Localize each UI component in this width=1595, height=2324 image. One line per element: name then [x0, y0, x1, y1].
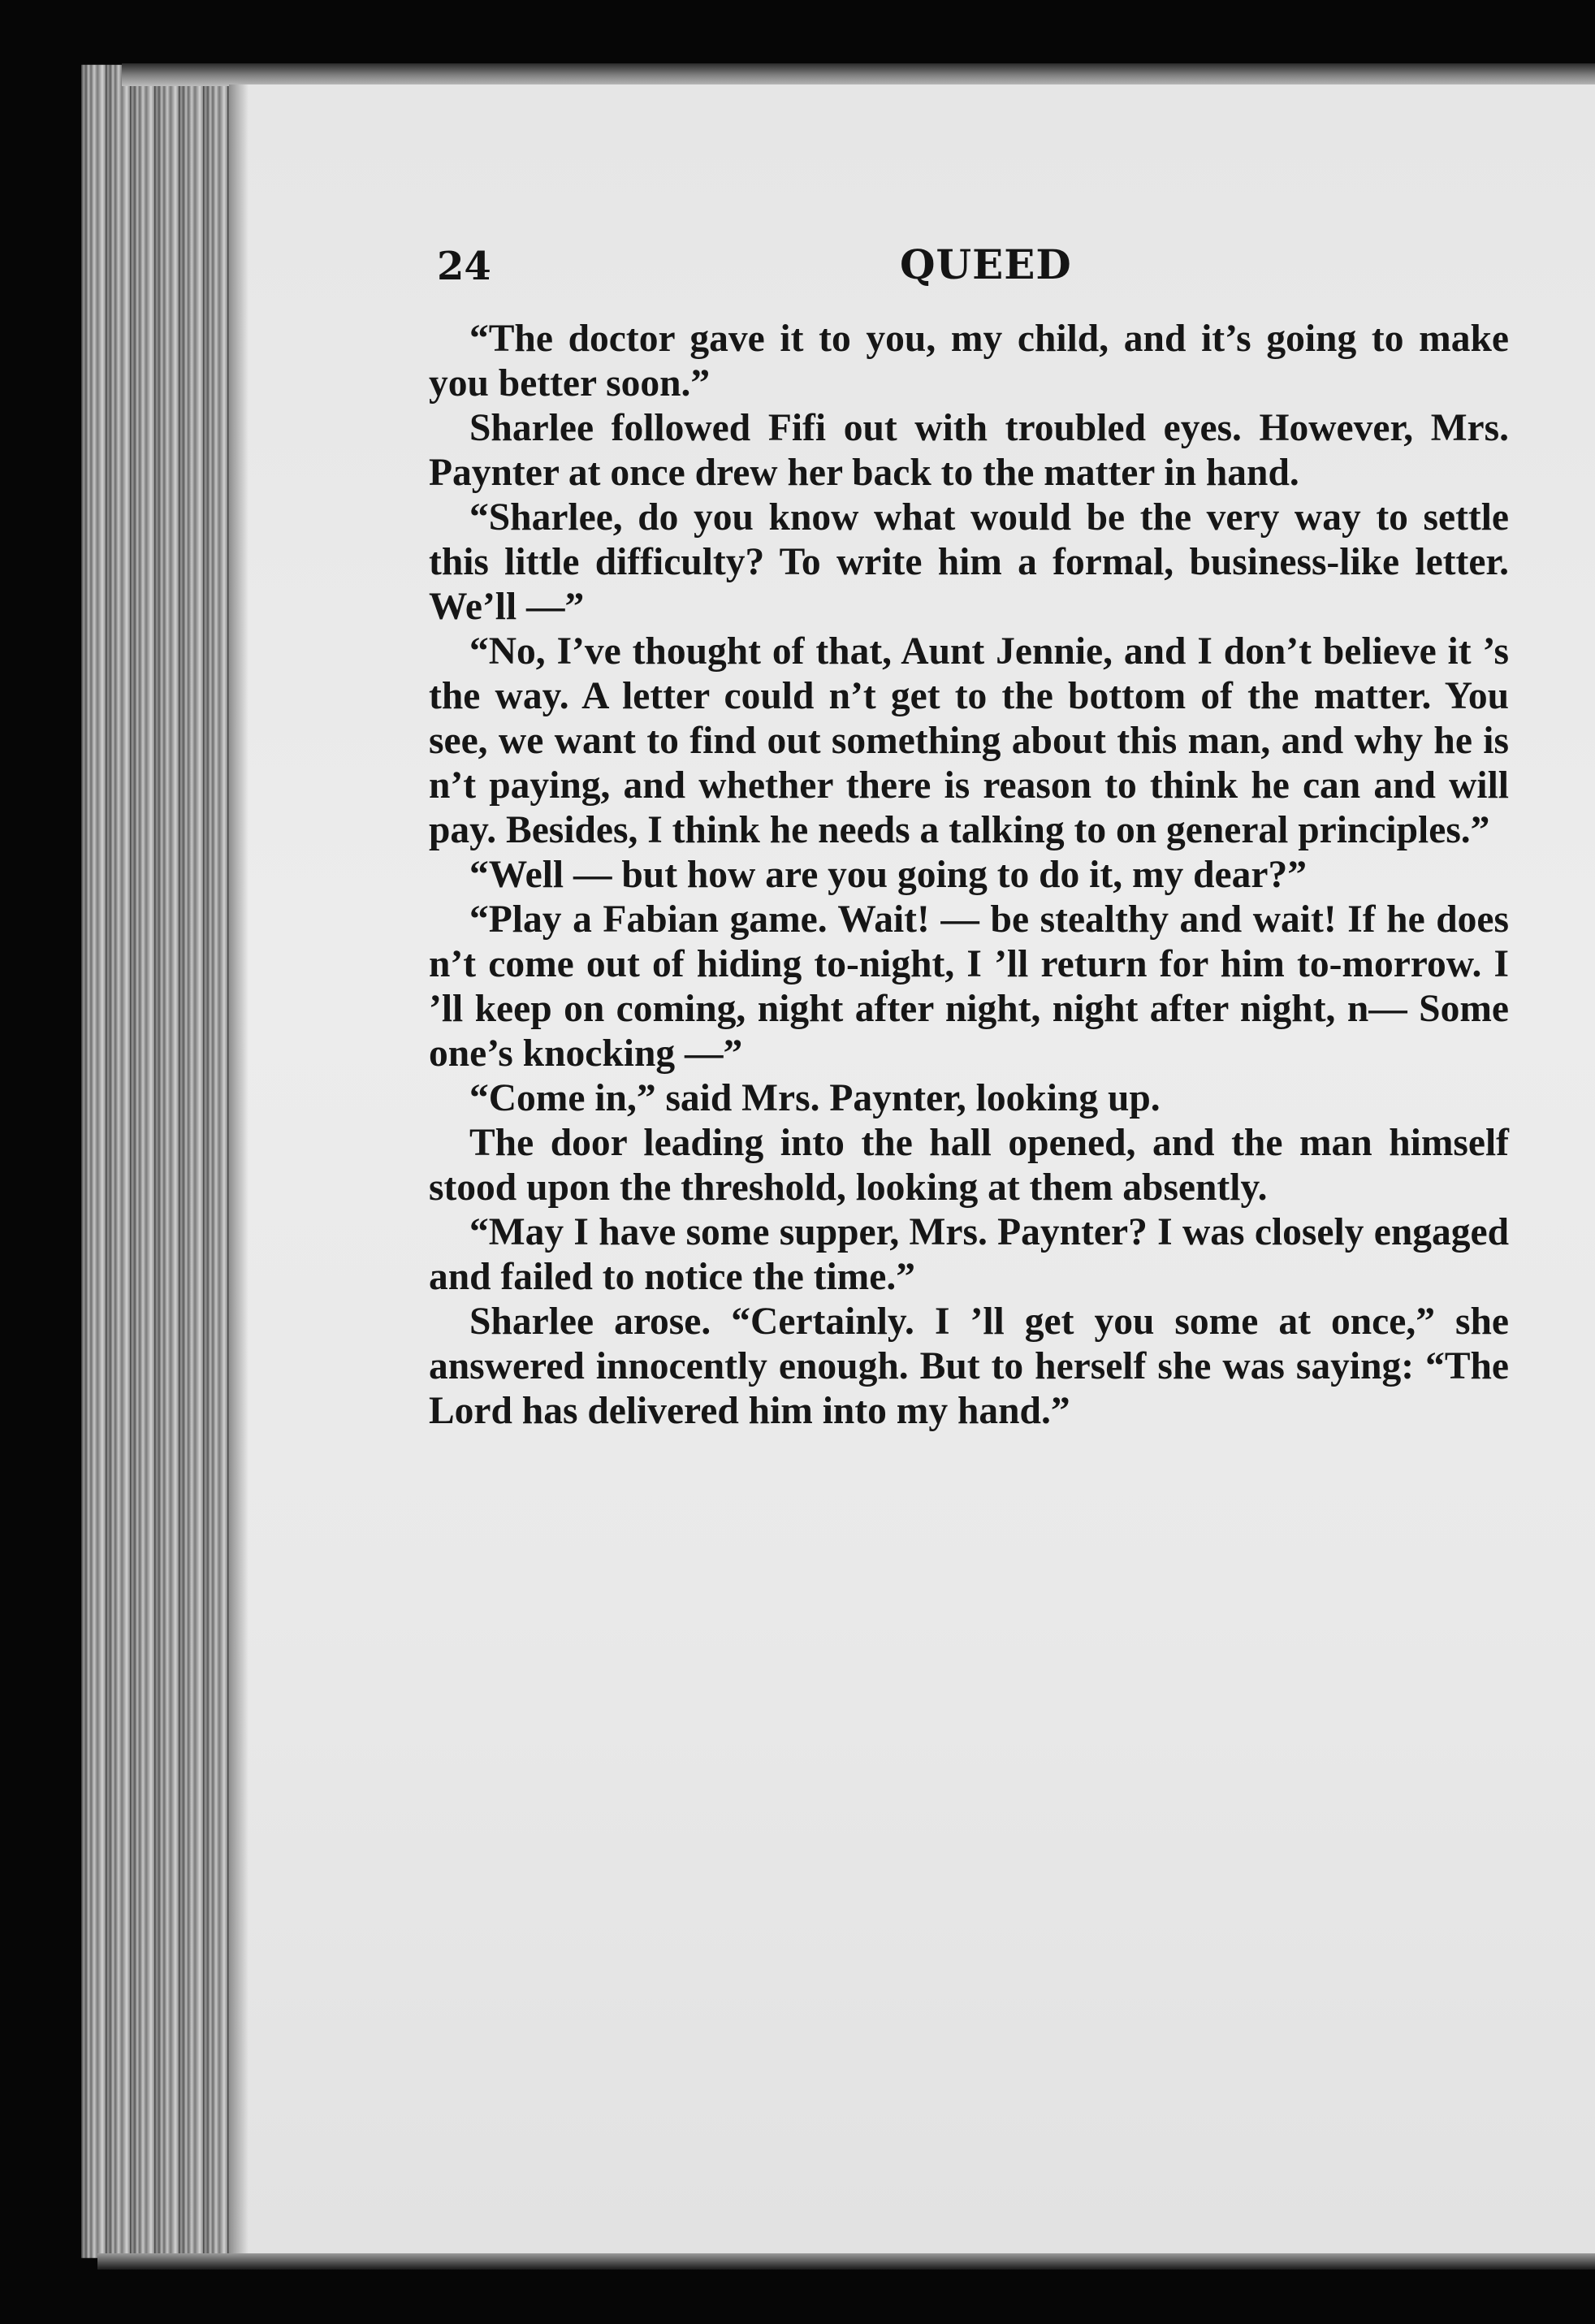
gutter-shadow: [229, 84, 249, 2253]
paragraph: “May I have some supper, Mrs. Paynter? I was closely engaged and failed to notice the time.”: [429, 1211, 1509, 1298]
paragraph: Sharlee followed Fifi out with troubled eyes. However, Mrs. Paynter at once drew her back to the matter in hand.: [429, 407, 1509, 494]
paragraph: Sharlee arose. “Certainly. I ’ll get you some at once,” she answered innocently enough. But to herself she was saying: “The Lord has delivered him into my hand.”: [429, 1300, 1509, 1432]
paragraph: “Come in,” said Mrs. Paynter, looking up.: [469, 1077, 1161, 1119]
paragraph: “Play a Fabian game. Wait! — be stealthy and wait! If he does n’t come out of hiding to-night, I ’ll return for him to-morrow. I ’ll keep on coming, night after night, night after night, n— Some one’s knocking —”: [429, 898, 1509, 1075]
paragraph: The door leading into the hall opened, and the man himself stood upon the threshold, looking at them absently.: [429, 1122, 1509, 1209]
paragraph: “Sharlee, do you know what would be the very way to settle this little difficulty? To write him a formal, business-like letter. We’ll —”: [429, 496, 1509, 628]
page-number: 24: [437, 244, 491, 289]
book-title: QUEED: [900, 240, 1072, 288]
paragraph: “Well — but how are you going to do it, my dear?”: [469, 854, 1307, 896]
page-top-edge: [122, 63, 1595, 86]
paragraph: “The doctor gave it to you, my child, and it’s going to make you better soon.”: [429, 318, 1509, 405]
paragraph: “No, I’ve thought of that, Aunt Jennie, and I don’t believe it ’s the way. A letter could n’t get to the bottom of the matter. You see, we want to find out something about this man, and why he is n’t paying, and whether there is reason to think he can and will pay. Besides, I think he needs a talking to on general principles.”: [429, 630, 1509, 851]
body-text: [429, 317, 1509, 1434]
page-bottom-edge: [97, 2253, 1595, 2270]
running-head: [437, 240, 1507, 297]
page-stack-edges: [81, 65, 244, 2259]
